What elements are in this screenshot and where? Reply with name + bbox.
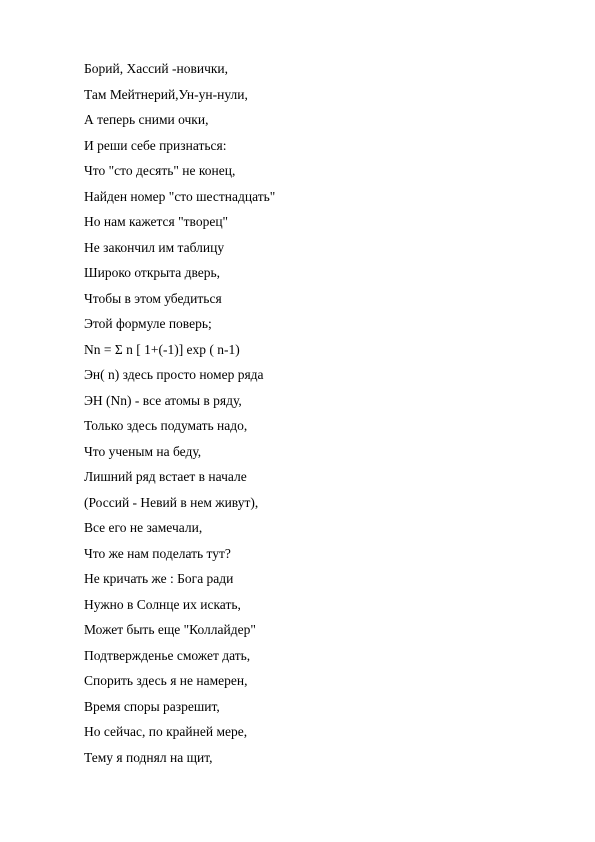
poem-text xyxy=(84,56,275,770)
poem-line: Найден номер "сто шестнадцать" xyxy=(84,188,276,204)
poem-line: Но нам кажется "творец" xyxy=(84,214,229,229)
poem-line: Только здесь подумать надо, xyxy=(84,418,248,433)
poem-line: Что же нам поделать тут? xyxy=(84,545,231,561)
poem-line: (Россий - Невий в нем живут), xyxy=(84,494,259,510)
poem-line: Там Мейтнерий,Ун-ун-нули, xyxy=(84,86,248,102)
poem-line: Не кричать же : Бога ради xyxy=(84,571,234,586)
poem-line: Широко открыта дверь, xyxy=(84,265,221,280)
poem-line: И реши себе признаться: xyxy=(84,137,227,153)
poem-line: ЭН (Nn) - все атомы в ряду, xyxy=(84,392,242,408)
poem-line: Подтвержденье сможет дать, xyxy=(84,647,251,663)
poem-line: Борий, Хассий -новички, xyxy=(84,61,229,76)
poem-line: Что ученым на беду, xyxy=(84,443,202,459)
poem-line: Этой формуле поверь; xyxy=(84,316,212,331)
poem-line: Спорить здесь я не намерен, xyxy=(84,673,248,688)
poem-line: Лишний ряд встает в начале xyxy=(84,469,247,484)
poem-line: Может быть еще "Коллайдер" xyxy=(84,622,256,637)
poem-line: Что "сто десять" не конец, xyxy=(84,163,236,178)
poem-line: Эн( n) здесь просто номер ряда xyxy=(84,367,264,382)
poem-line: Все его не замечали, xyxy=(84,520,203,535)
formula-line: Nn = Σ n [ 1+(-1)] exp ( n-1) xyxy=(84,341,240,357)
poem-line: Тему я поднял на щит, xyxy=(84,749,213,765)
poem-line: Но сейчас, по крайней мере, xyxy=(84,724,248,739)
poem-line: А теперь сними очки, xyxy=(84,112,209,127)
poem-line: Чтобы в этом убедиться xyxy=(84,290,222,306)
poem-line: Нужно в Солнце их искать, xyxy=(84,596,241,612)
poem-line: Время споры разрешит, xyxy=(84,698,220,714)
poem-line: Не закончил им таблицу xyxy=(84,239,225,255)
